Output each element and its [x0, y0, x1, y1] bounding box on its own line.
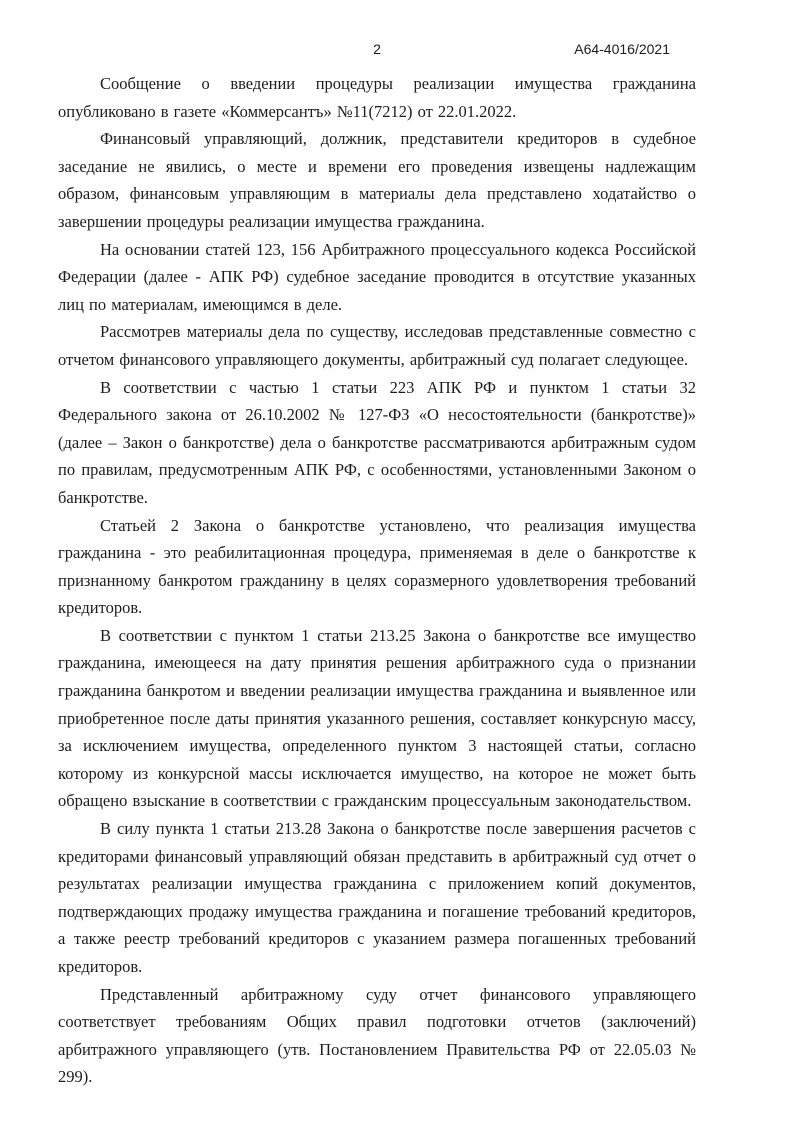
paragraph-article-213-28: В силу пункта 1 статьи 213.28 Закона о банкротстве после завершения расчетов с кредиторами финансовый управляющий обязан представить в арбитражный суд отчет о результатах реализации имущества гражданина с приложением копий документов, подтверждающих продажу имущества гражданина и погашение требований кредиторов, а также реестр требований кредиторов с указанием размера погашенных требований кредиторов.	[58, 819, 696, 976]
paragraph-article-2-definition: Статьей 2 Закона о банкротстве установлено, что реализация имущества гражданина - это реабилитационная процедура, применяемая в деле о банкротстве к признанному банкротом гражданину в целях соразмерного удовлетворения требований кредиторов.	[58, 515, 696, 618]
paragraph-apk-basis: На основании статей 123, 156 Арбитражного процессуального кодекса Российской Федерации (далее - АПК РФ) судебное заседание проводится в отсутствие указанных лиц по материалам, имеющимся в деле.	[58, 239, 696, 314]
paragraph-report-compliance: Представленный арбитражному суду отчет финансового управляющего соответствует требованиям Общих правил подготовки отчетов (заключений) арбитражного управляющего (утв. Постановлением Правительства РФ от 22.05.03 № 299).	[58, 984, 696, 1087]
paragraph-bankruptcy-law-rules: В соответствии с частью 1 статьи 223 АПК РФ и пунктом 1 статьи 32 Федерального закона от 26.10.2002 № 127-ФЗ «О несостоятельности (банкротстве)» (далее – Закон о банкротстве) дела о банкротстве рассматриваются арбитражным судом по правилам, предусмотренным АПК РФ, с особенностями, установленными Законом о банкротстве.	[58, 377, 696, 507]
document-body	[58, 70, 696, 1091]
paragraph-parties-absence: Финансовый управляющий, должник, представители кредиторов в судебное заседание не явились, о месте и времени его проведения извещены надлежащим образом, финансовым управляющим в материалы дела представлено ходатайство о завершении процедуры реализации имущества гражданина.	[58, 129, 696, 231]
case-number: А64-4016/2021	[574, 41, 670, 57]
document-header	[58, 40, 696, 58]
paragraph-court-review: Рассмотрев материалы дела по существу, исследовав представленные совместно с отчетом финансового управляющего документы, арбитражный суд полагает следующее.	[58, 322, 696, 369]
paragraph-publication-notice: Сообщение о введении процедуры реализации имущества гражданина опубликовано в газете «Коммерсантъ» №11(7212) от 22.01.2022.	[58, 74, 696, 121]
paragraph-article-213-25: В соответствии с пунктом 1 статьи 213.25 Закона о банкротстве все имущество гражданина, имеющееся на дату принятия решения арбитражного суда о признании гражданина банкротом и введении реализации имущества гражданина и выявленное или приобретенное после даты принятия указанного решения, составляет конкурсную массу, за исключением имущества, определенного пунктом 3 настоящей статьи, согласно которому из конкурсной массы исключается имущество, на которое не может быть обращено взыскание в соответствии с гражданским процессуальным законодательством.	[58, 625, 696, 811]
document-content	[58, 40, 696, 1091]
page-number: 2	[373, 41, 381, 57]
